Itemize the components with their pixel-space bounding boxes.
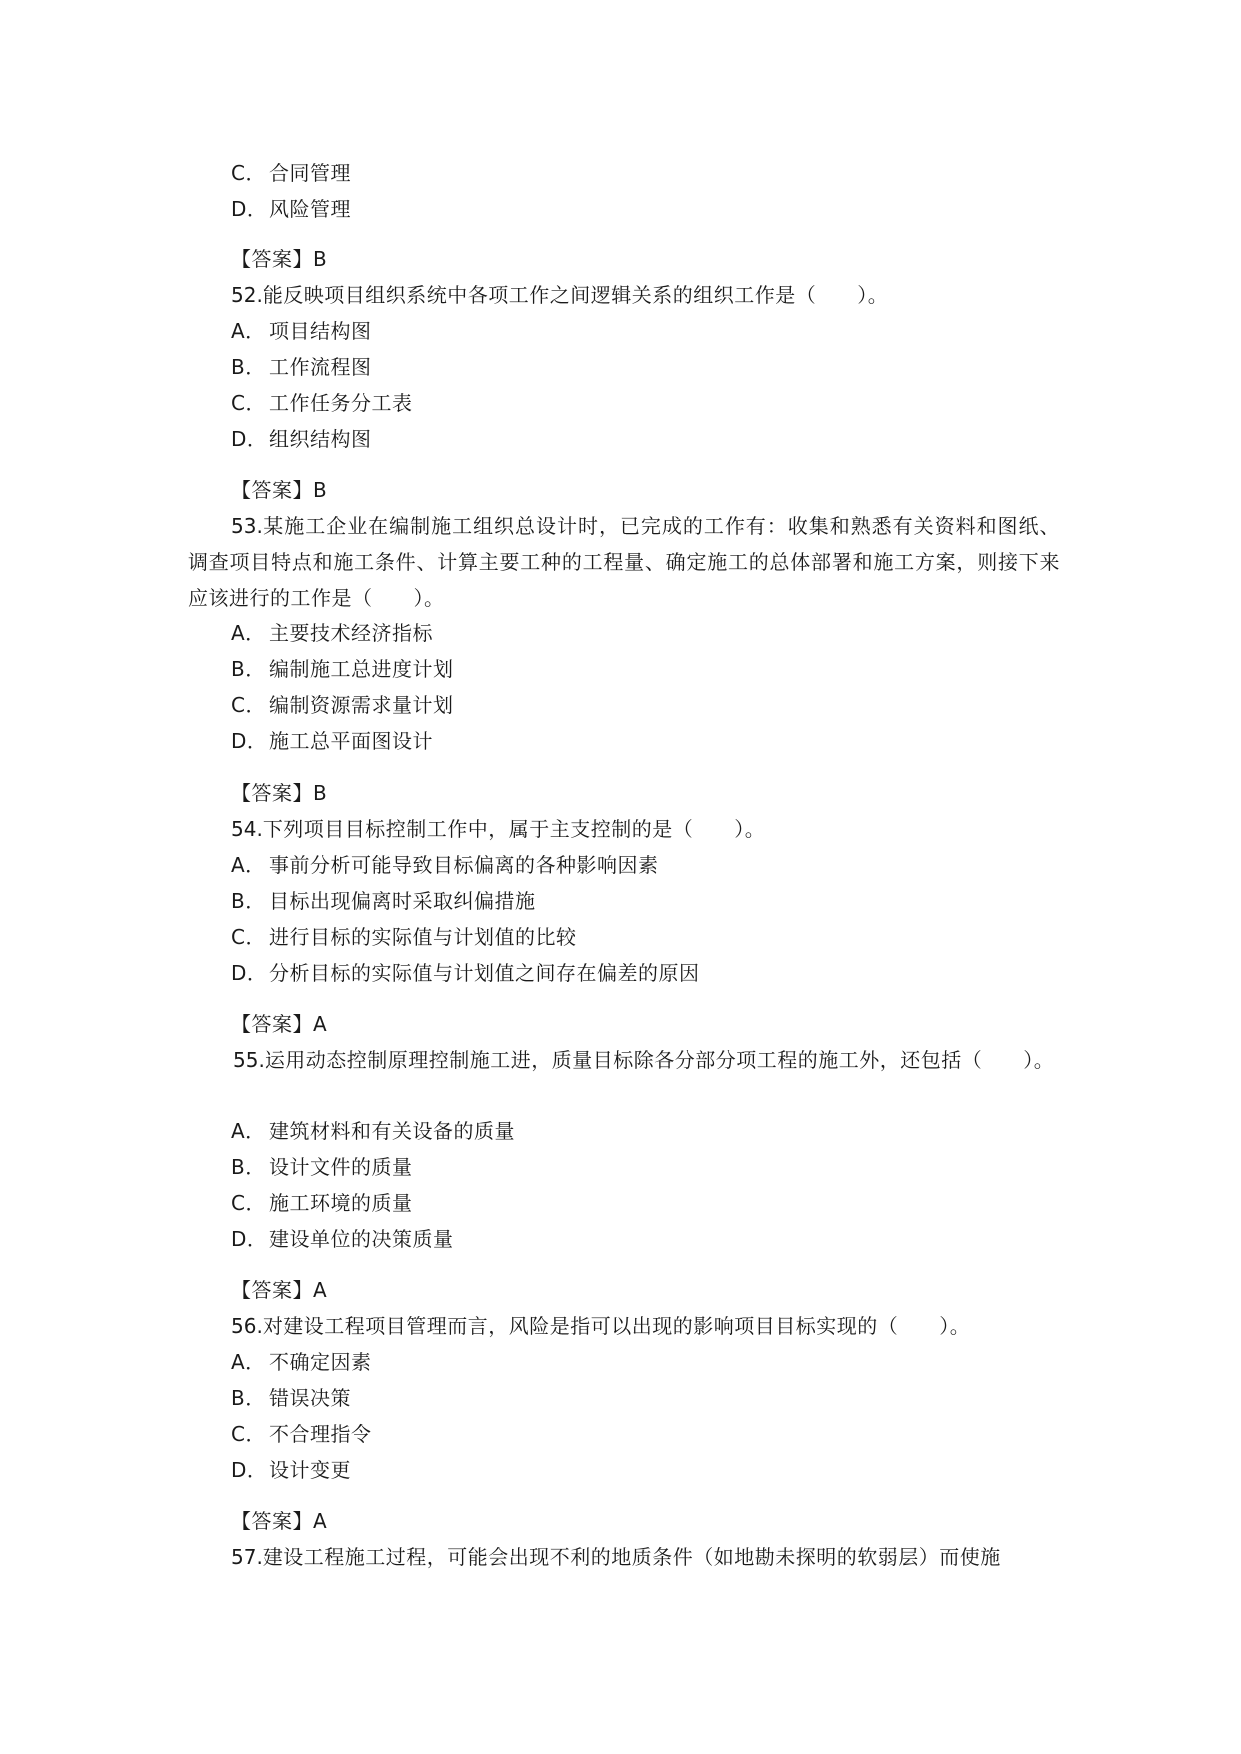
q54-option-b: B． 目标出现偏离时采取纠偏措施 — [231, 889, 536, 913]
answer-53: 【答案】B — [231, 781, 328, 805]
q53-option-d: D．施工总平面图设计 — [231, 729, 433, 753]
q55-option-d: D．建设单位的决策质量 — [231, 1227, 454, 1251]
q56-option-d: D．设计变更 — [231, 1458, 351, 1482]
q53-option-b: B． 编制施工总进度计划 — [231, 657, 454, 681]
question-52: 52.能反映项目组织系统中各项工作之间逻辑关系的组织工作是（ ）。 — [231, 283, 889, 307]
q55-option-b: B． 设计文件的质量 — [231, 1155, 413, 1179]
q52-option-a: A． 项目结构图 — [231, 319, 372, 343]
q55-option-a: A． 建筑材料和有关设备的质量 — [231, 1119, 515, 1143]
option-c: C． 合同管理 — [231, 161, 351, 185]
answer-52: 【答案】B — [231, 478, 328, 502]
q52-option-d: D．组织结构图 — [231, 427, 372, 451]
q54-option-a: A． 事前分析可能导致目标偏离的各种影响因素 — [231, 853, 659, 877]
q52-option-c: C． 工作任务分工表 — [231, 391, 413, 415]
q56-option-c: C． 不合理指令 — [231, 1422, 372, 1446]
question-56: 56.对建设工程项目管理而言，风险是指可以出现的影响项目目标实现的（ ）。 — [231, 1314, 971, 1338]
q54-option-c: C． 进行目标的实际值与计划值的比较 — [231, 925, 577, 949]
q53-option-c: C． 编制资源需求量计划 — [231, 693, 454, 717]
option-d: D．风险管理 — [231, 197, 351, 221]
question-57: 57.建设工程施工过程，可能会出现不利的地质条件（如地勘未探明的软弱层）而使施 — [231, 1545, 1001, 1569]
question-55: 55.运用动态控制原理控制施工进，质量目标除各分部分项工程的施工外，还包括（ ）。 — [233, 1048, 1055, 1072]
answer-51: 【答案】B — [231, 247, 328, 271]
q56-option-a: A． 不确定因素 — [231, 1350, 372, 1374]
q56-option-b: B． 错误决策 — [231, 1386, 351, 1410]
q53-option-a: A． 主要技术经济指标 — [231, 621, 433, 645]
question-54: 54.下列项目目标控制工作中，属于主支控制的是（ ）。 — [231, 817, 766, 841]
q54-option-d: D．分析目标的实际值与计划值之间存在偏差的原因 — [231, 961, 700, 985]
q55-option-c: C． 施工环境的质量 — [231, 1191, 413, 1215]
answer-54: 【答案】A — [231, 1012, 328, 1036]
answer-56: 【答案】A — [231, 1509, 328, 1533]
question-53: 53.某施工企业在编制施工组织总设计时，已完成的工作有：收集和熟悉有关资料和图纸、调查项目特点和施工条件、计算主要工种的工程量、确定施工的总体部署和施工方案，则接下来应该进行的工作是（ ）。 — [188, 514, 1060, 610]
answer-55: 【答案】A — [231, 1278, 328, 1302]
q52-option-b: B． 工作流程图 — [231, 355, 372, 379]
